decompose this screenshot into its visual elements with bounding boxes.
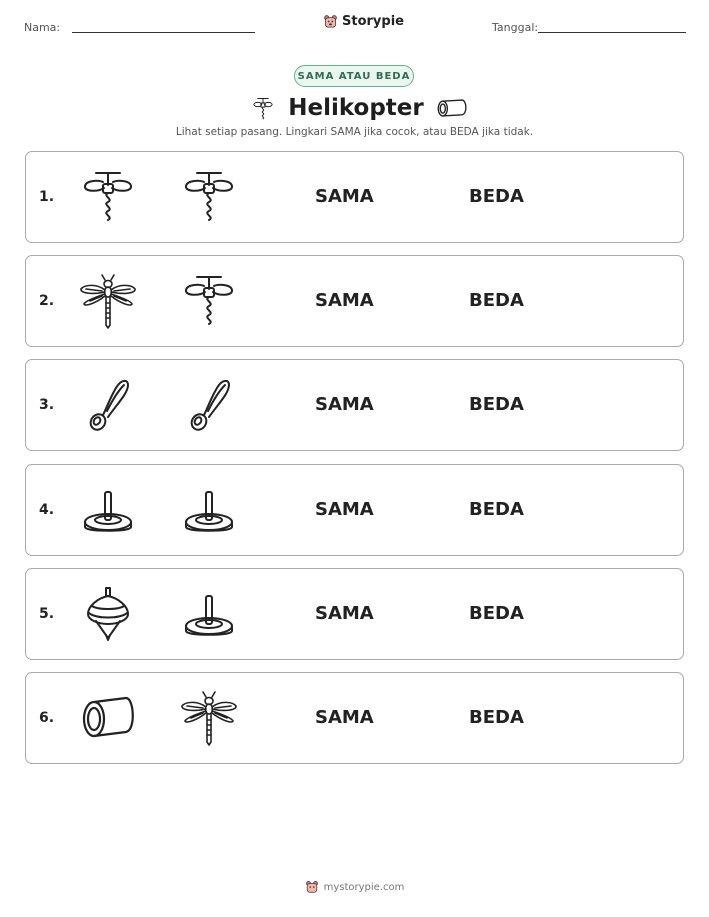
dragonfly-icon xyxy=(78,271,138,331)
different-option[interactable]: BEDA xyxy=(469,290,524,311)
spin-top-disc-icon xyxy=(179,584,239,644)
storypie-logo xyxy=(323,14,404,29)
bear-icon xyxy=(323,14,338,29)
page-title: Helikopter xyxy=(288,95,424,121)
date-label: Tanggal: xyxy=(492,21,539,34)
corkscrew-icon xyxy=(250,95,276,121)
same-option[interactable]: SAMA xyxy=(315,499,374,520)
name-line[interactable] xyxy=(72,32,255,33)
worksheet-type-badge: SAMA ATAU BEDA xyxy=(294,65,414,87)
same-option[interactable]: SAMA xyxy=(315,290,374,311)
different-option[interactable]: BEDA xyxy=(469,707,524,728)
different-option[interactable]: BEDA xyxy=(469,603,524,624)
spinning-top-icon xyxy=(78,584,138,644)
same-option[interactable]: SAMA xyxy=(315,707,374,728)
dragonfly-icon xyxy=(179,688,239,748)
spin-top-disc-icon xyxy=(78,480,138,540)
corkscrew-icon xyxy=(179,167,239,227)
same-option[interactable]: SAMA xyxy=(315,603,374,624)
instruction-text: Lihat setiap pasang. Lingkari SAMA jika cocok, atau BEDA jika tidak. xyxy=(175,126,534,138)
footer-url: mystorypie.com xyxy=(323,881,405,893)
date-line[interactable] xyxy=(538,32,686,33)
logo-text: Storypie xyxy=(342,14,404,29)
maple-seed-icon xyxy=(179,375,239,435)
different-option[interactable]: BEDA xyxy=(469,394,524,415)
corkscrew-icon xyxy=(78,167,138,227)
question-number: 4. xyxy=(39,502,55,518)
spin-top-disc-icon xyxy=(179,480,239,540)
name-label: Nama: xyxy=(24,21,61,34)
bear-icon xyxy=(305,880,319,894)
footer xyxy=(0,880,709,894)
question-number: 5. xyxy=(39,606,55,622)
question-number: 2. xyxy=(39,293,55,309)
question-number: 3. xyxy=(39,397,55,413)
same-option[interactable]: SAMA xyxy=(315,394,374,415)
different-option[interactable]: BEDA xyxy=(469,499,524,520)
paper-tube-icon xyxy=(436,95,470,121)
maple-seed-icon xyxy=(78,375,138,435)
corkscrew-icon xyxy=(179,271,239,331)
paper-tube-icon xyxy=(78,688,138,748)
different-option[interactable]: BEDA xyxy=(469,186,524,207)
question-number: 6. xyxy=(39,710,55,726)
title-row xyxy=(250,92,470,124)
same-option[interactable]: SAMA xyxy=(315,186,374,207)
question-number: 1. xyxy=(39,189,55,205)
